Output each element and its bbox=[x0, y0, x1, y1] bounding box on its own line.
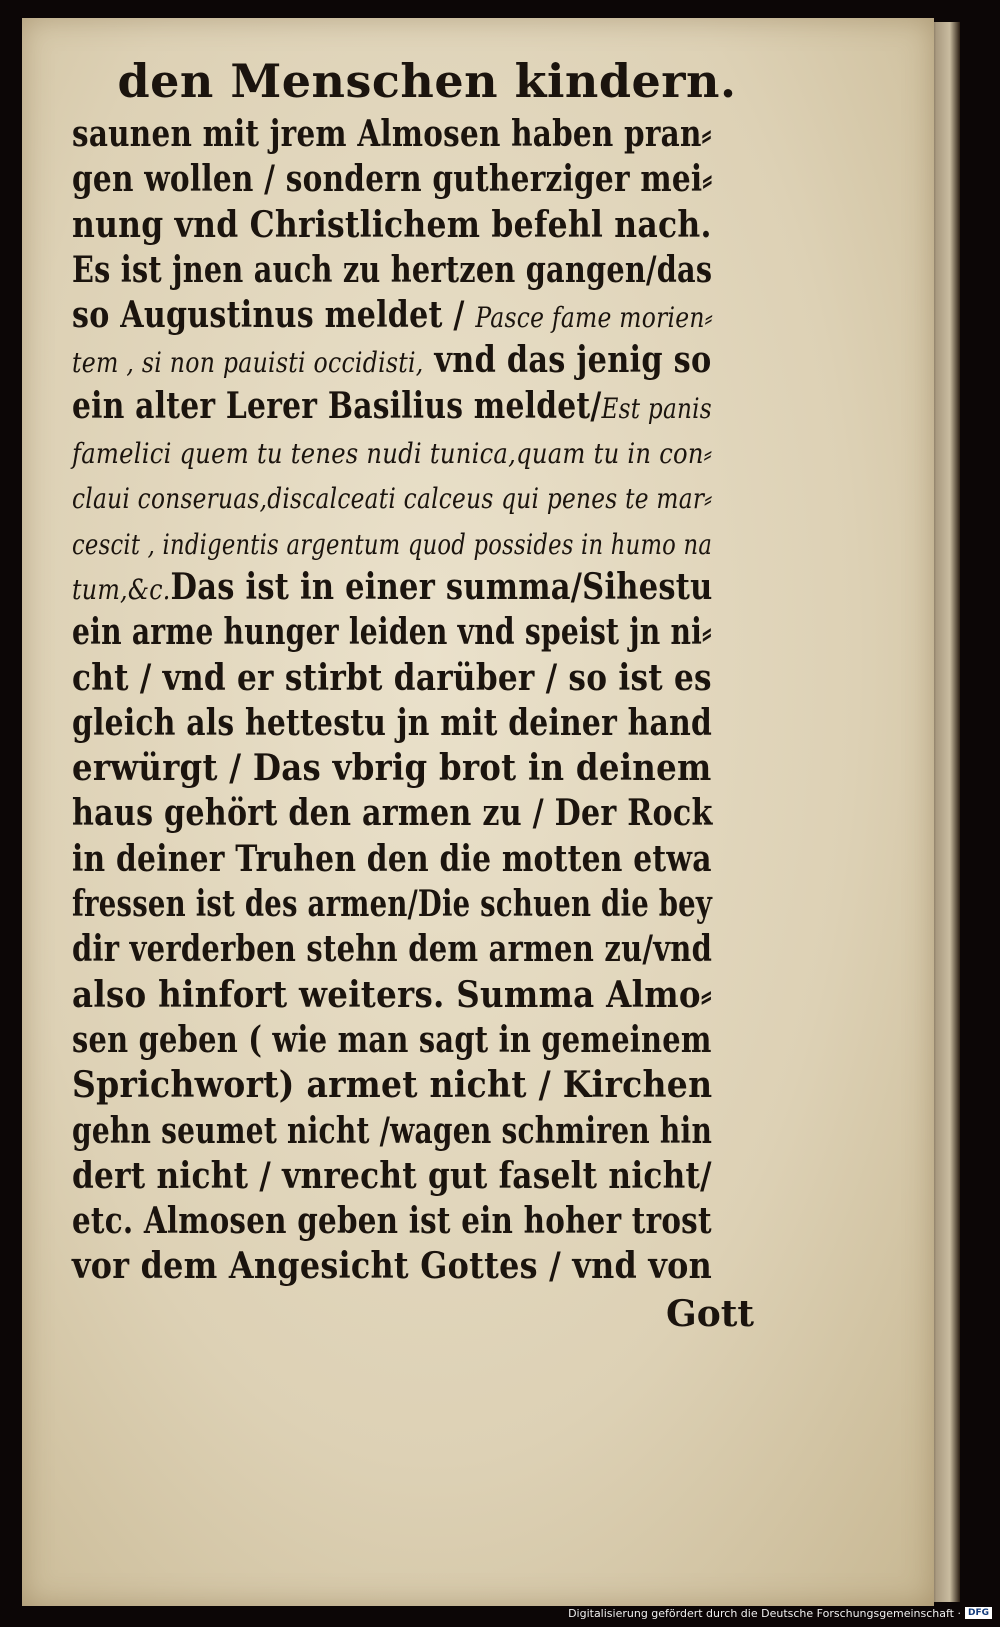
german-text: gehn seumet nicht /wagen schmiren hin bbox=[72, 1109, 713, 1152]
text-line bbox=[72, 1199, 712, 1244]
text-line bbox=[72, 837, 712, 882]
latin-text: famelici quem tu tenes nudi tunica,quam tu in con⸗ bbox=[72, 437, 713, 471]
text-line bbox=[72, 293, 713, 338]
text-line bbox=[72, 927, 713, 972]
text-line bbox=[72, 882, 713, 927]
latin-text: cescit , indigentis argentum quod possides in humo na bbox=[72, 527, 713, 561]
german-text: dir verderben stehn dem armen zu/vnd bbox=[72, 928, 713, 971]
text-line bbox=[72, 1154, 712, 1199]
text-line bbox=[72, 1063, 713, 1108]
german-text: dert nicht / vnrecht gut faselt nicht/ bbox=[72, 1154, 712, 1197]
text-line bbox=[72, 248, 713, 293]
latin-text: tum,&c. bbox=[72, 572, 171, 606]
german-text: so Augustinus meldet / bbox=[72, 294, 476, 337]
german-text: gen wollen / sondern gutherziger mei⸗ bbox=[72, 158, 713, 201]
dfg-logo: DFG bbox=[965, 1607, 992, 1619]
german-text: vnd das jenig so bbox=[423, 339, 712, 382]
latin-text: tem , si non pauisti occidisti, bbox=[72, 346, 424, 380]
text-line bbox=[72, 656, 712, 701]
german-text: vor dem Angesicht Gottes / vnd von bbox=[72, 1245, 713, 1288]
german-text: Sprichwort) armet nicht / Kirchen bbox=[72, 1064, 713, 1107]
german-text: Es ist jnen auch zu hertzen gangen/das bbox=[72, 248, 713, 291]
latin-text: Est panis bbox=[601, 391, 712, 425]
latin-text: claui conseruas,discalceati calceus qui penes te mar⸗ bbox=[72, 482, 713, 516]
text-line bbox=[72, 973, 712, 1018]
text-line bbox=[72, 1244, 713, 1289]
text-line bbox=[72, 746, 712, 791]
german-text: cht / vnd er stirbt darüber / so ist es bbox=[72, 656, 712, 699]
book-page bbox=[22, 18, 934, 1606]
text-line bbox=[72, 565, 713, 610]
text-line bbox=[72, 429, 713, 474]
text-line bbox=[72, 610, 712, 655]
latin-text: Pasce fame morien⸗ bbox=[475, 301, 713, 335]
german-text: haus gehört den armen zu / Der Rock bbox=[72, 792, 713, 835]
footer-credit: Digitalisierung gefördert durch die Deutsche Forschungsgemeinschaft · bbox=[568, 1606, 961, 1620]
german-text: saunen mit jrem Almosen haben pran⸗ bbox=[72, 113, 712, 155]
german-text: ein alter Lerer Basilius meldet/ bbox=[72, 384, 602, 427]
german-text: ein arme hunger leiden vnd speist jn ni⸗ bbox=[72, 611, 712, 654]
german-text: gleich als hettestu jn mit deiner hand bbox=[72, 701, 713, 744]
catchword: Gott bbox=[665, 1292, 754, 1335]
text-line bbox=[72, 791, 713, 836]
german-text: erwürgt / Das vbrig brot in deinem bbox=[72, 747, 712, 790]
text-line bbox=[72, 1018, 712, 1063]
body-text bbox=[72, 112, 762, 1290]
german-text: nung vnd Christlichem befehl nach. bbox=[72, 203, 712, 246]
german-text: Das ist in einer summa/Sihestu bbox=[170, 565, 713, 608]
running-head: den Menschen kindern. bbox=[117, 54, 737, 108]
digitization-footer bbox=[568, 1605, 992, 1621]
text-line bbox=[72, 1109, 713, 1154]
text-line bbox=[72, 203, 712, 248]
text-line bbox=[72, 474, 713, 519]
german-text: in deiner Truhen den die motten etwa bbox=[72, 837, 712, 880]
german-text: etc. Almosen geben ist ein hoher trost bbox=[72, 1200, 712, 1243]
german-text: also hinfort weiters. Summa Almo⸗ bbox=[72, 973, 712, 1016]
text-line bbox=[72, 338, 712, 383]
text-line bbox=[72, 157, 713, 202]
text-block bbox=[72, 50, 762, 1338]
german-text: fressen ist des armen/Die schuen die bey bbox=[72, 883, 713, 926]
text-line bbox=[72, 112, 712, 157]
text-line bbox=[72, 520, 713, 565]
text-line bbox=[72, 701, 713, 746]
german-text: sen geben ( wie man sagt in gemeinem bbox=[72, 1018, 712, 1061]
text-line bbox=[72, 384, 712, 429]
